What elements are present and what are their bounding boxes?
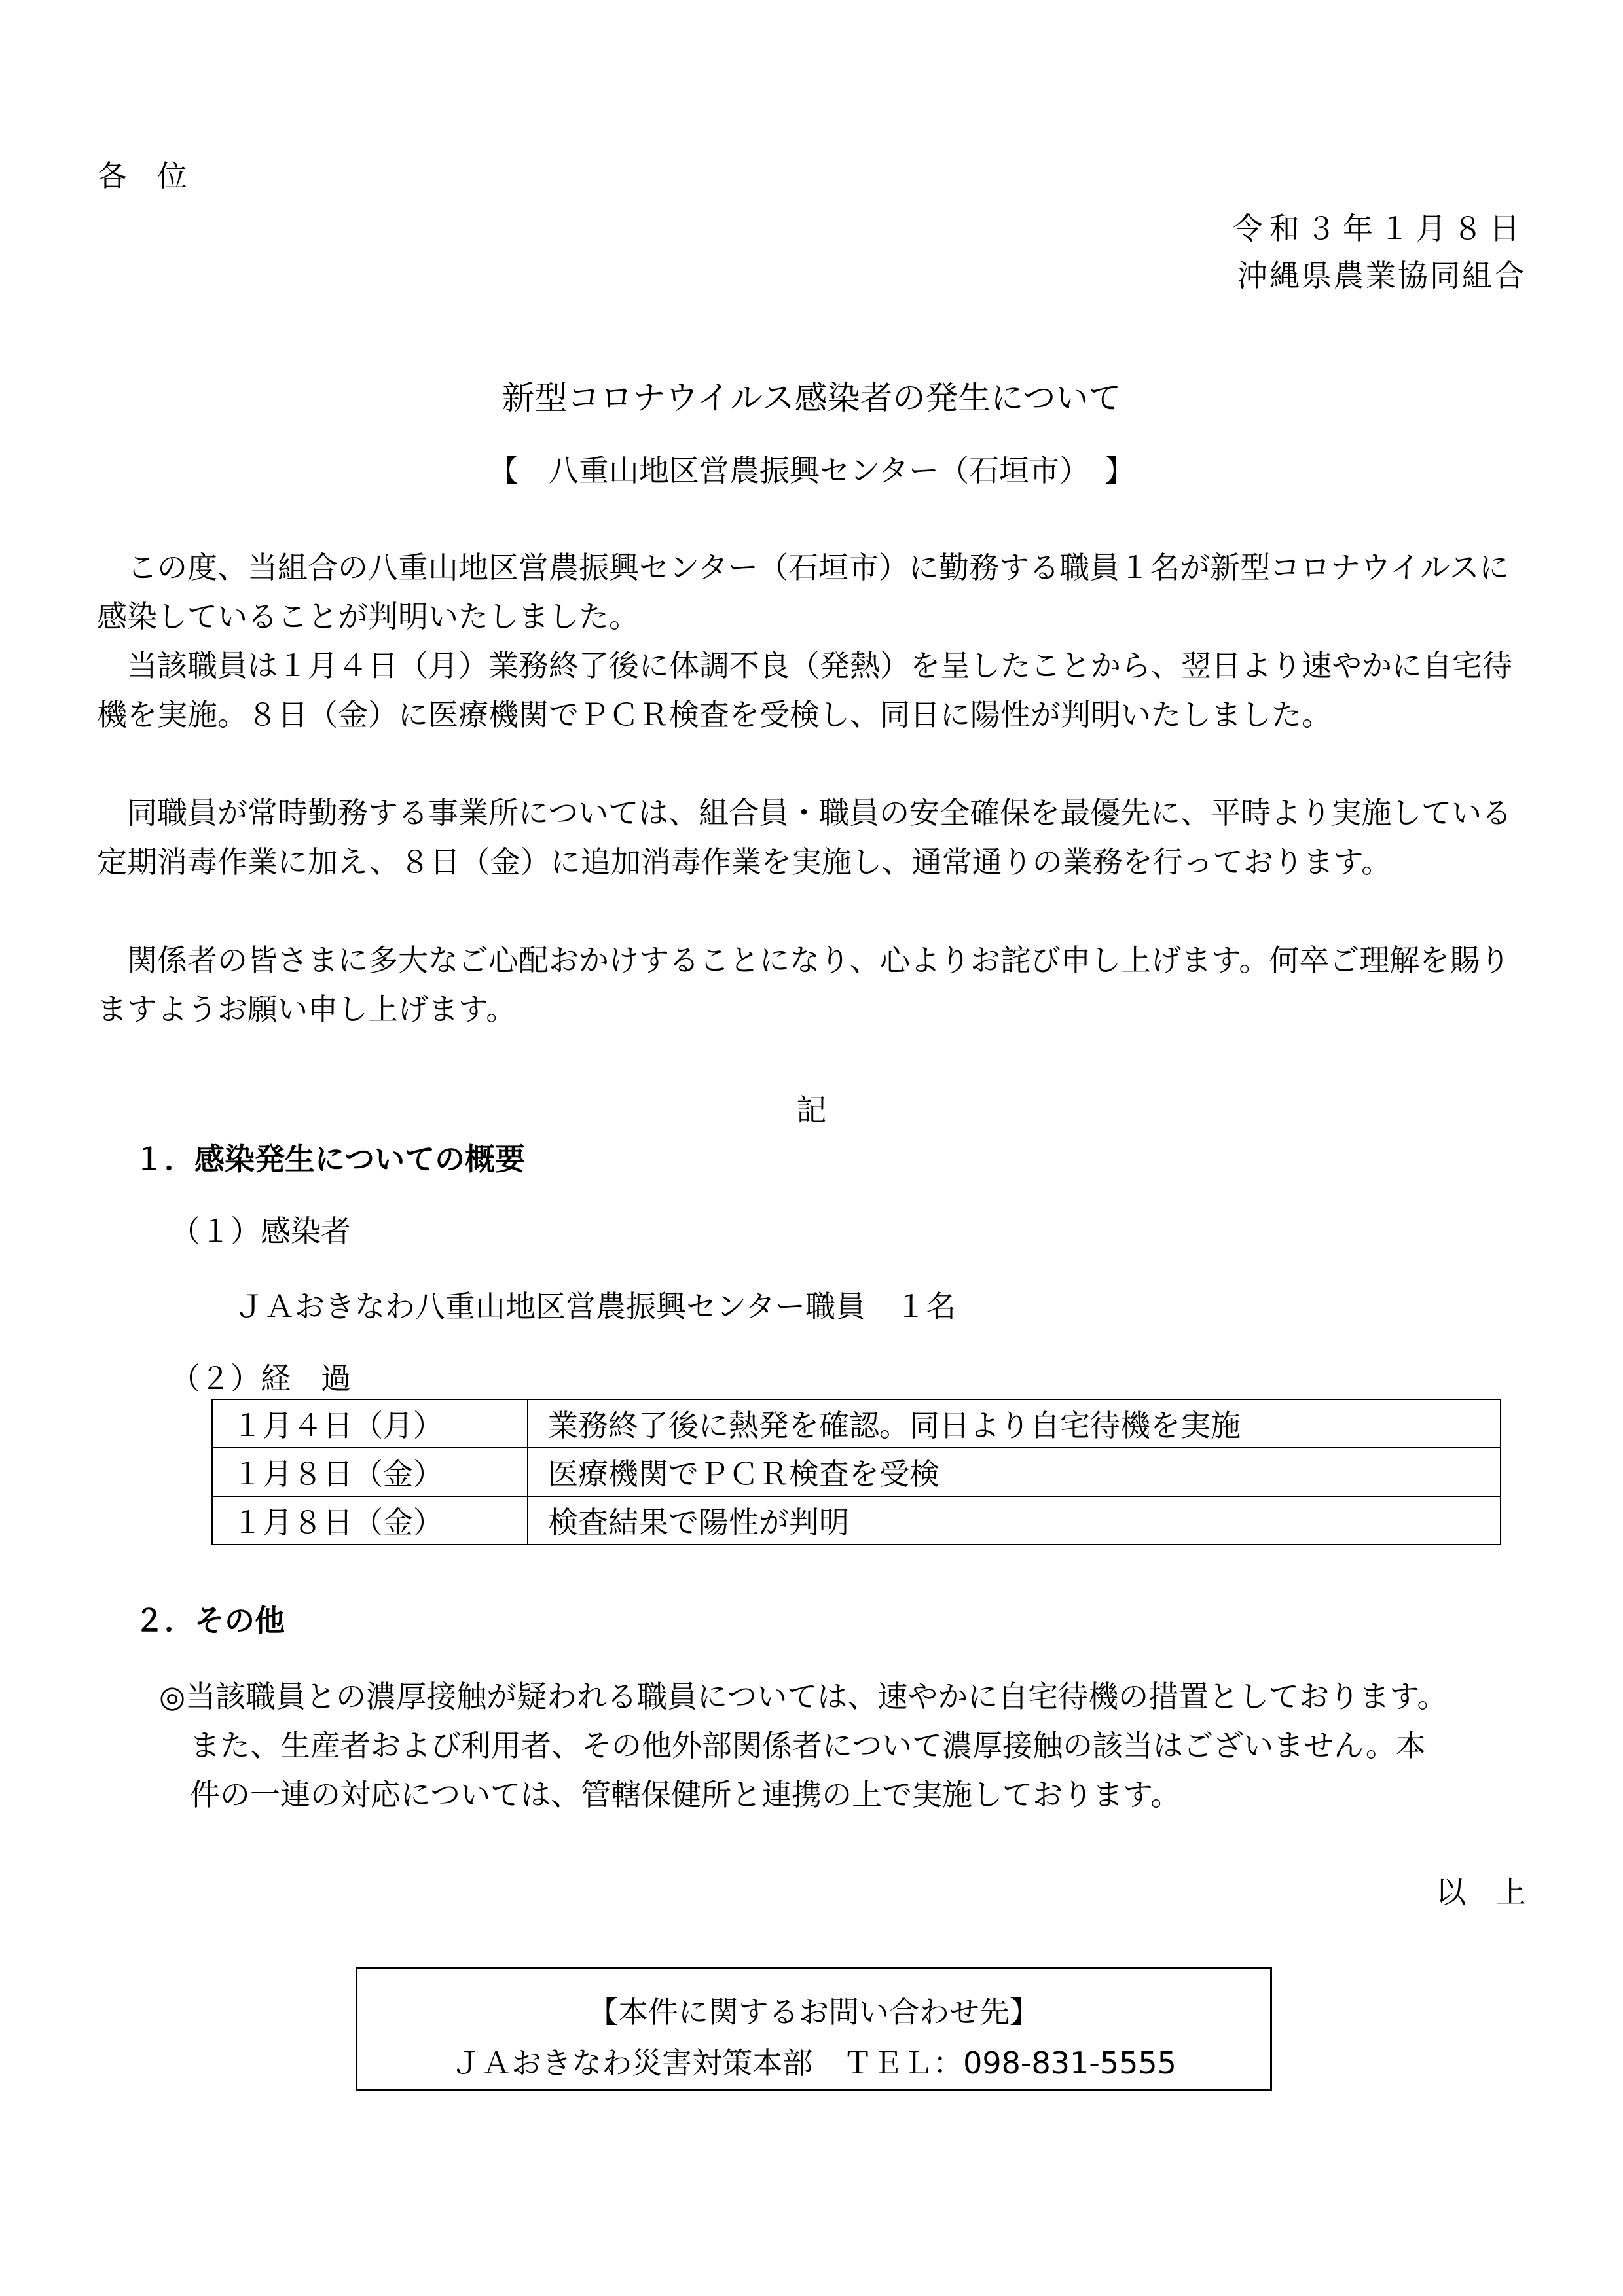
contact-heading: 【本件に関するお問い合わせ先】 [588,1994,1040,2030]
section1-sub2-heading: （２）経 過 [170,1361,351,1396]
ki-marker: 記 [796,1092,827,1128]
document-date: 令和３年１月８日 [1233,211,1526,246]
timeline-event: 医療機関でＰＣＲ検査を受検 [528,1448,1501,1496]
table-row [212,1448,1501,1496]
body-paragraph-3: 同職員が常時勤務する事業所については、組合員・職員の安全確保を最優先に、平時より実施している定期消毒作業に加え、８日（金）に追加消毒作業を実施し、通常通りの業務を行っております。 [97,795,1512,880]
other-note-line-1: ◎当該職員との濃厚接触が疑われる職員については、速やかに自宅待機の措置としております。 [159,1679,1448,1714]
timeline-date: １月４日（月） [212,1399,528,1448]
timeline-table [211,1399,1501,1545]
issuer-name: 沖縄県農業協同組合 [1237,258,1526,293]
closing-remark: 以 上 [1436,1874,1526,1910]
other-note-line-2: また、生産者および利用者、その他外部関係者について濃厚接触の該当はございません。本 [190,1728,1426,1763]
timeline-event: 検査結果で陽性が判明 [528,1496,1501,1545]
body-paragraph-4: 関係者の皆さまに多大なご心配おかけすることになり、心よりお詫び申し上げます。何卒ご理解を賜りますようお願い申し上げます。 [97,942,1510,1027]
body-paragraph-2: 当該職員は１月４日（月）業務終了後に体調不良（発熱）を呈したことから、翌日より速やかに自宅待機を実施。８日（金）に医療機関でＰＣＲ検査を受検し、同日に陽性が判明いたしました。 [97,648,1512,732]
contact-phone-line: ＪＡおきなわ災害対策本部 ＴＥＬ：098-831-5555 [451,2045,1176,2081]
document-subtitle: 【 八重山地区営農振興センター（石垣市） 】 [488,453,1135,488]
timeline-date: １月８日（金） [212,1496,528,1545]
other-note-line-3: 件の一連の対応については、管轄保健所と連携の上で実施しております。 [190,1777,1181,1812]
section1-sub1-heading: （１）感染者 [170,1213,351,1249]
contact-box [356,1967,1272,2091]
timeline-date: １月８日（金） [212,1448,528,1496]
infected-person-description: ＪＡおきなわ八重山地区営農振興センター職員 １名 [234,1289,957,1324]
addressee: 各 位 [97,158,187,194]
section2-heading: ２．その他 [134,1603,285,1638]
body-paragraph-1: この度、当組合の八重山地区営農振興センター（石垣市）に勤務する職員１名が新型コロナウイルスに感染していることが判明いたしました。 [97,550,1510,634]
document-title: 新型コロナウイルス感染者の発生について [501,379,1122,417]
table-row [212,1496,1501,1545]
section1-heading: １．感染発生についての概要 [134,1141,526,1177]
timeline-event: 業務終了後に熱発を確認。同日より自宅待機を実施 [528,1399,1501,1448]
table-row [212,1399,1501,1448]
